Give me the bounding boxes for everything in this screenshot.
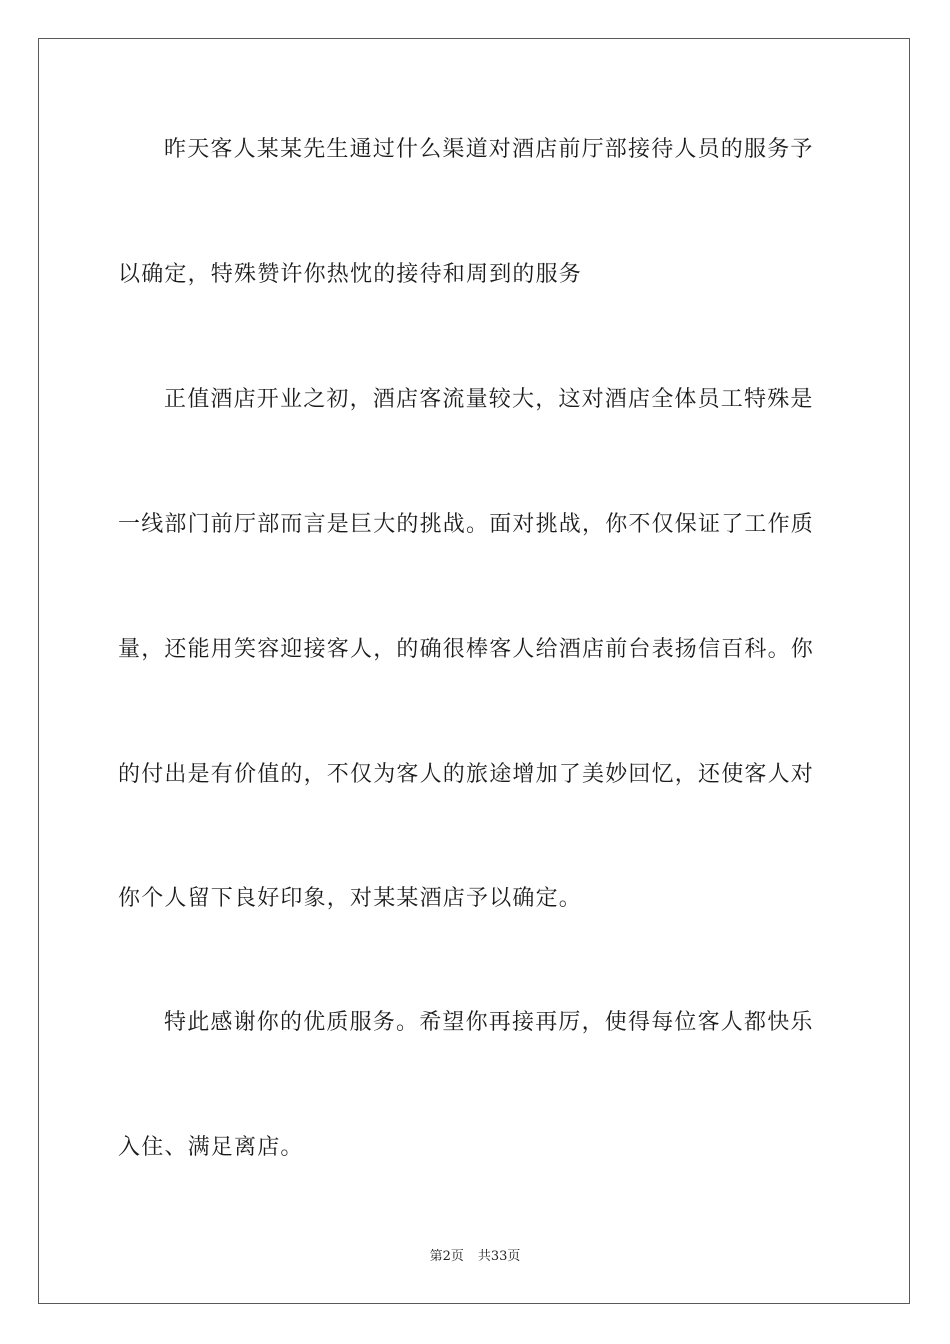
- paragraph-2-line-2: 一线部门前厅部而言是巨大的挑战。面对挑战，你不仅保证了工作质: [118, 512, 815, 537]
- paragraph-2-line-1: 正值酒店开业之初，酒店客流量较大，这对酒店全体员工特殊是: [164, 387, 814, 412]
- paragraph-2-line-4: 的付出是有价值的，不仅为客人的旅途增加了美妙回忆，还使客人对: [118, 762, 815, 787]
- paragraph-1-line-2: 以确定，特殊赞许你热忱的接待和周到的服务: [118, 262, 583, 287]
- paragraph-1-line-1: 昨天客人某某先生通过什么渠道对酒店前厅部接待人员的服务予: [164, 137, 814, 162]
- paragraph-2-line-5: 你个人留下良好印象，对某某酒店予以确定。: [118, 886, 583, 911]
- page-footer: [0, 1248, 950, 1266]
- paragraph-2-line-3: 量，还能用笑容迎接客人，的确很棒客人给酒店前台表扬信百科。你: [118, 637, 815, 662]
- page-border: [38, 38, 910, 1304]
- paragraph-3-line-1: 特此感谢你的优质服务。希望你再接再厉，使得每位客人都快乐: [164, 1010, 814, 1035]
- page-number: 第2页: [429, 1249, 464, 1264]
- total-pages: 共33页: [477, 1249, 521, 1264]
- paragraph-3-line-2: 入住、满足离店。: [118, 1135, 304, 1160]
